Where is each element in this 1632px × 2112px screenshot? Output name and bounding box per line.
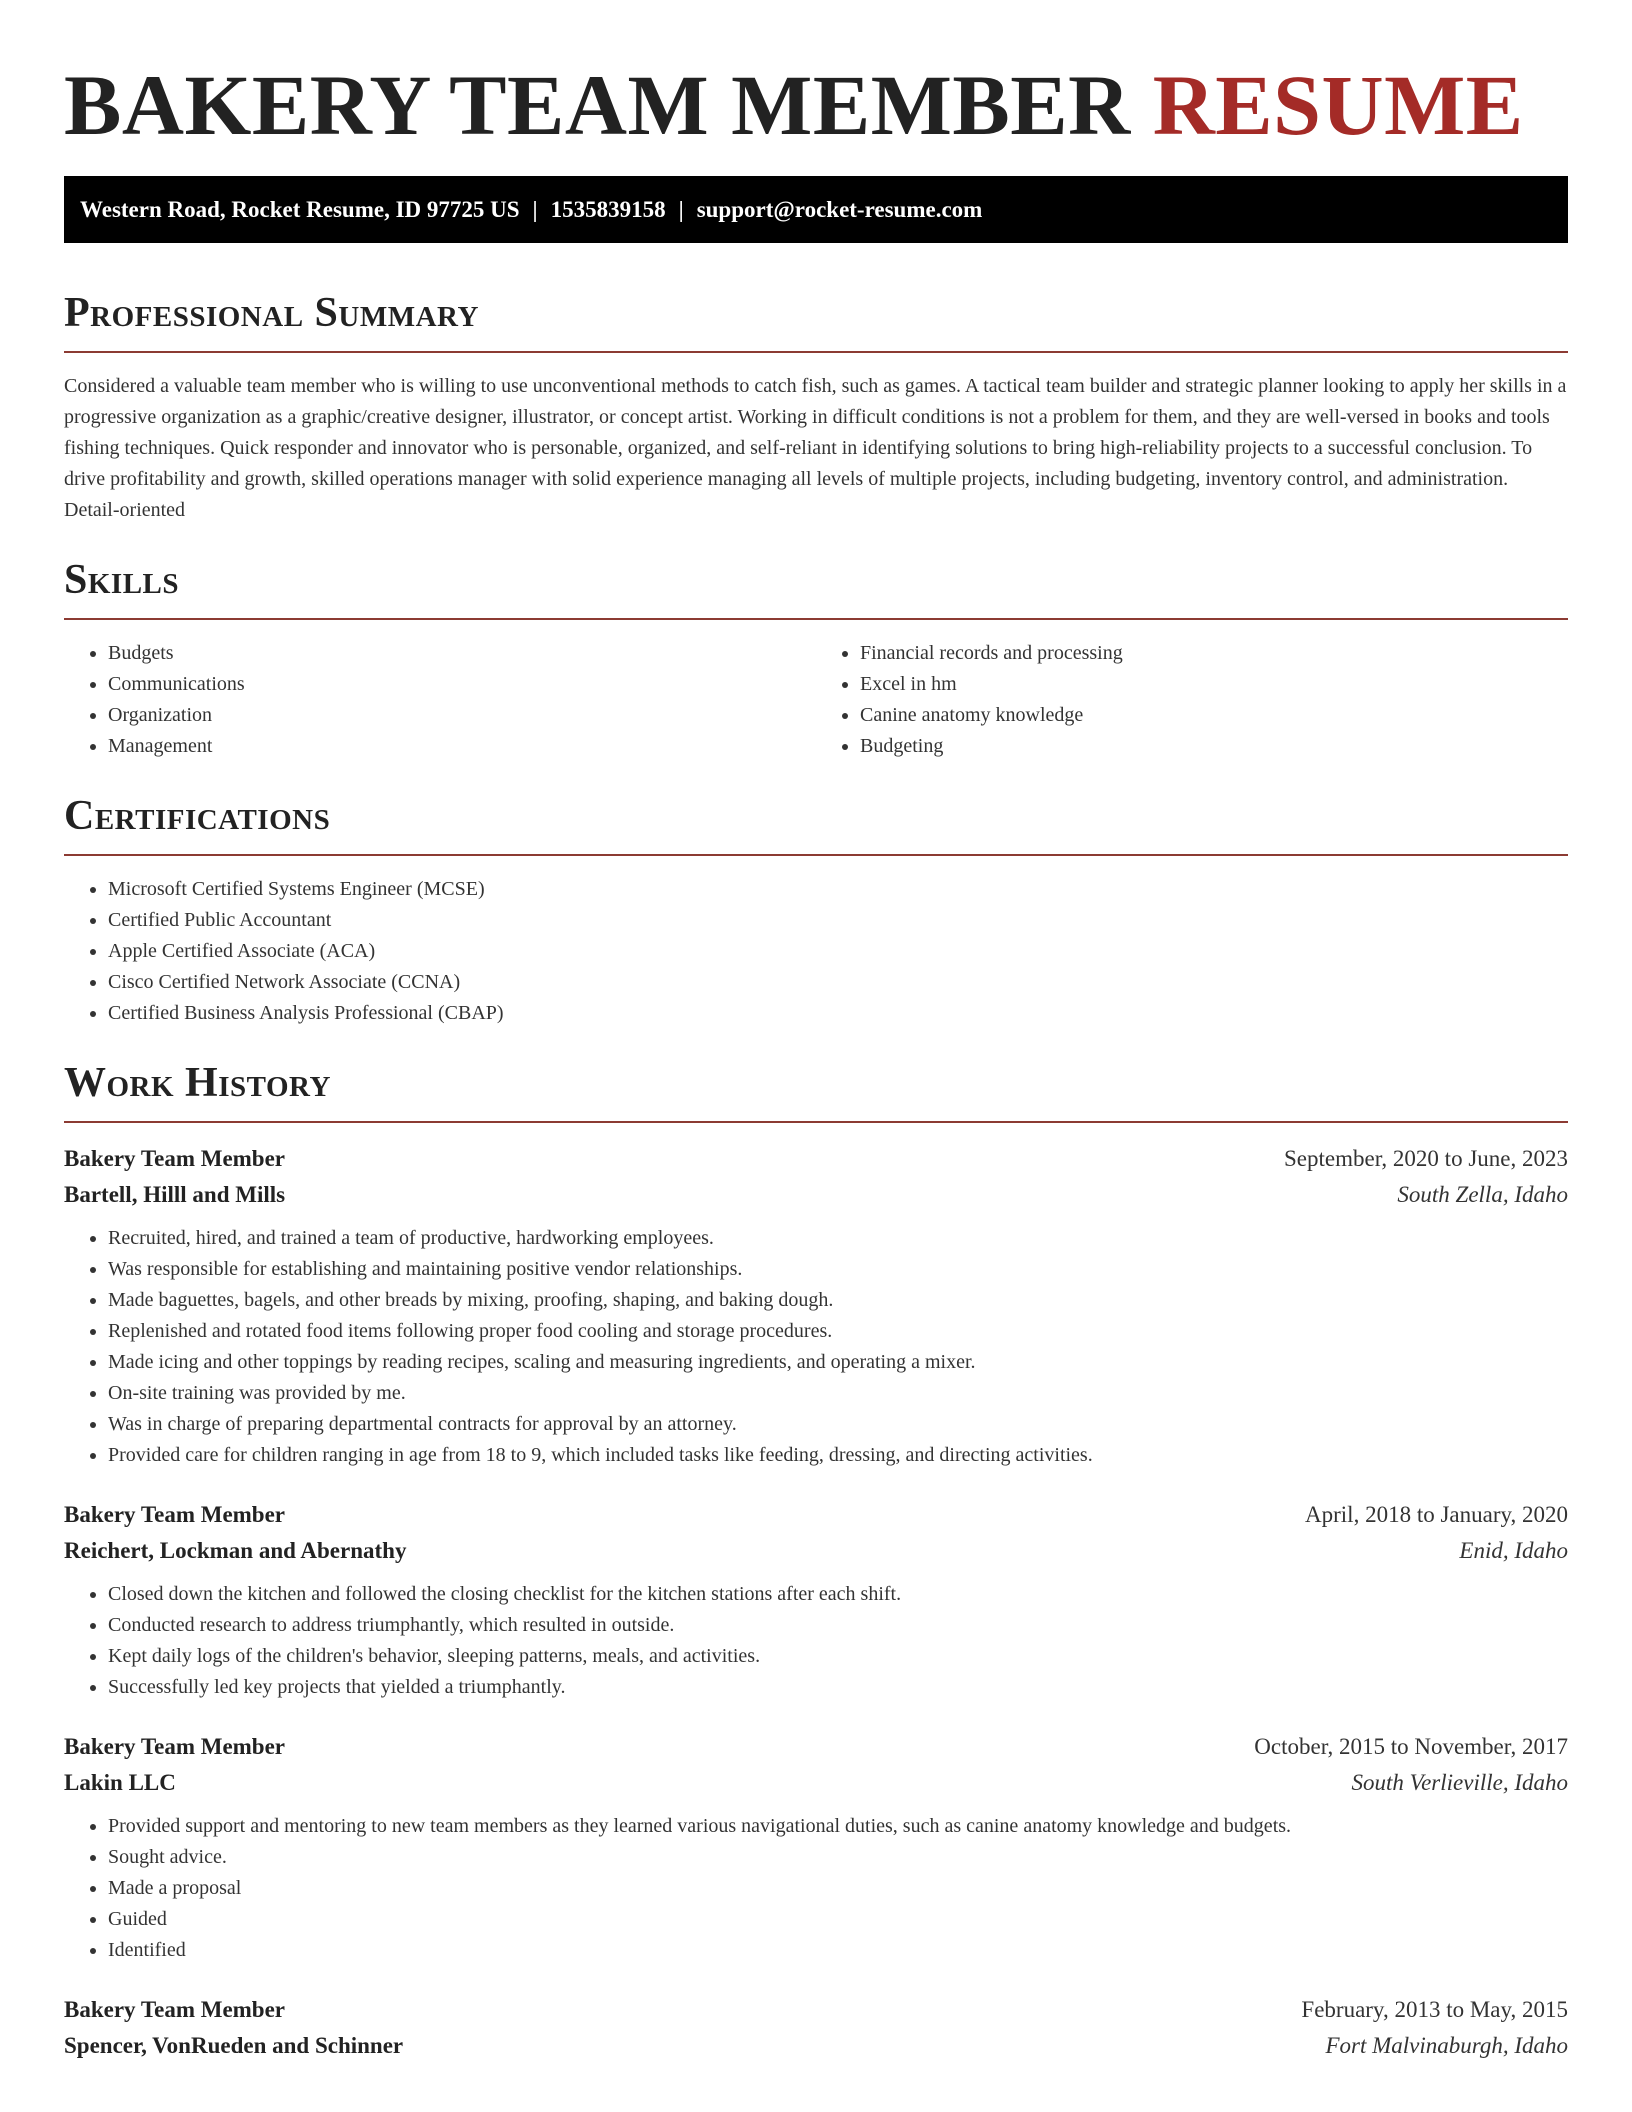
certification-item: • Certified Business Analysis Professional (CBAP): [108, 998, 1568, 1029]
skills-heading: Skills: [64, 557, 180, 603]
certifications-section: [64, 792, 1568, 1029]
certification-item: • Microsoft Certified Systems Engineer (MCSE): [108, 874, 1568, 905]
job-dates: September, 2020 to June, 2023: [1284, 1146, 1568, 1171]
job-title: Bakery Team Member: [64, 1502, 286, 1527]
job-location: South Verlieville, Idaho: [1351, 1770, 1568, 1795]
skill-item: • Management: [108, 731, 816, 762]
job-duty: • Conducted research to address triumphantly, which resulted in outside.: [108, 1610, 1568, 1641]
contact-phone: 1535839158: [550, 197, 666, 222]
job-header-row: [64, 1497, 1568, 1533]
contact-separator: |: [678, 197, 684, 222]
section-divider: [64, 351, 1568, 353]
job-duty: • Made a proposal: [108, 1873, 1568, 1904]
skill-item: • Communications: [108, 669, 816, 700]
job-duty: • Successfully led key projects that yielded a triumphantly.: [108, 1672, 1568, 1703]
resume-title-accent: RESUME: [1152, 57, 1524, 153]
job-duty: • Was in charge of preparing departmental contracts for approval by an attorney.: [108, 1409, 1568, 1440]
job-duty: • Closed down the kitchen and followed the closing checklist for the kitchen stations after each shift.: [108, 1579, 1568, 1610]
summary-heading: Professional Summary: [64, 290, 479, 336]
job-entry: [64, 1992, 1568, 2064]
job-duty: • Guided: [108, 1904, 1568, 1935]
work-history-heading: Work History: [64, 1060, 331, 1106]
certification-item: • Cisco Certified Network Associate (CCNA): [108, 967, 1568, 998]
contact-email: support@rocket-resume.com: [696, 197, 983, 222]
skills-list-right: [816, 638, 1568, 762]
job-duties-list: [64, 1811, 1568, 1966]
job-entry: [64, 1729, 1568, 1966]
job-company-row: [64, 1765, 1568, 1801]
section-divider: [64, 854, 1568, 856]
job-duty: • Made baguettes, bagels, and other breads by mixing, proofing, shaping, and baking dough.: [108, 1285, 1568, 1316]
job-entry: [64, 1141, 1568, 1471]
section-divider: [64, 1121, 1568, 1123]
job-company-row: [64, 1533, 1568, 1569]
skills-section: [64, 556, 1568, 762]
job-dates: October, 2015 to November, 2017: [1254, 1734, 1568, 1759]
job-entry: [64, 1497, 1568, 1703]
job-duty: • Recruited, hired, and trained a team of productive, hardworking employees.: [108, 1223, 1568, 1254]
job-title: Bakery Team Member: [64, 1997, 286, 2022]
skill-item: • Canine anatomy knowledge: [860, 700, 1568, 731]
job-location: South Zella, Idaho: [1397, 1182, 1568, 1207]
resume-title-main: BAKERY TEAM MEMBER: [64, 57, 1131, 153]
jobs-list: [64, 1141, 1568, 2064]
contact-address: Western Road, Rocket Resume, ID 97725 US: [80, 197, 520, 222]
job-location: Enid, Idaho: [1459, 1538, 1568, 1563]
job-duty: • Sought advice.: [108, 1842, 1568, 1873]
skill-item: • Budgets: [108, 638, 816, 669]
certifications-list: [64, 874, 1568, 1029]
skill-item: • Financial records and processing: [860, 638, 1568, 669]
job-duty: • Provided care for children ranging in age from 18 to 9, which included tasks like feeding, dressing, and directing activities.: [108, 1440, 1568, 1471]
job-header-row: [64, 1992, 1568, 2028]
job-duties-list: [64, 1579, 1568, 1703]
job-company: Spencer, VonRueden and Schinner: [64, 2033, 404, 2058]
resume-title: [64, 0, 1568, 153]
job-company-row: [64, 2028, 1568, 2064]
skills-list-left: [64, 638, 816, 762]
job-title: Bakery Team Member: [64, 1734, 286, 1759]
job-duties-list: [64, 1223, 1568, 1471]
certifications-heading: Certifications: [64, 793, 331, 839]
job-duty: • Was responsible for establishing and maintaining positive vendor relationships.: [108, 1254, 1568, 1285]
job-company: Bartell, Hilll and Mills: [64, 1182, 286, 1207]
summary-section: [64, 289, 1568, 526]
section-divider: [64, 618, 1568, 620]
skill-item: • Excel in hm: [860, 669, 1568, 700]
job-company: Lakin LLC: [64, 1770, 176, 1795]
job-duty: • On-site training was provided by me.: [108, 1378, 1568, 1409]
certification-item: • Certified Public Accountant: [108, 905, 1568, 936]
skills-grid: [64, 638, 1568, 762]
contact-separator: |: [532, 197, 538, 222]
job-location: Fort Malvinaburgh, Idaho: [1325, 2033, 1568, 2058]
job-dates: February, 2013 to May, 2015: [1301, 1997, 1568, 2022]
job-duty: • Provided support and mentoring to new team members as they learned various navigational duties, such as canine anatomy knowledge and budgets.: [108, 1811, 1568, 1842]
work-history-section: [64, 1059, 1568, 2064]
job-title: Bakery Team Member: [64, 1146, 286, 1171]
job-dates: April, 2018 to January, 2020: [1305, 1502, 1568, 1527]
job-header-row: [64, 1141, 1568, 1177]
job-duty: • Made icing and other toppings by reading recipes, scaling and measuring ingredients, and operating a mixer.: [108, 1347, 1568, 1378]
summary-text: Considered a valuable team member who is willing to use unconventional methods to catch fish, such as games. A tactical team builder and strategic planner looking to apply her skills in a progressive organization as a graphic/creative designer, illustrator, or concept artist. Working in difficult conditions is not a problem for them, and they are well-versed in books and tools fishing techniques. Quick responder and innovator who is personable, organized, and self-reliant in identifying solutions to bring high-reliability projects to a successful conclusion. To drive profitability and growth, skilled operations manager with solid experience managing all levels of multiple projects, including budgeting, inventory control, and administration. Detail-oriented: [64, 375, 1567, 521]
job-duty: • Identified: [108, 1935, 1568, 1966]
contact-bar: [64, 176, 1568, 243]
skill-item: • Budgeting: [860, 731, 1568, 762]
skill-item: • Organization: [108, 700, 816, 731]
job-duty: • Replenished and rotated food items following proper food cooling and storage procedures.: [108, 1316, 1568, 1347]
job-company-row: [64, 1177, 1568, 1213]
job-company: Reichert, Lockman and Abernathy: [64, 1538, 407, 1563]
job-duty: • Kept daily logs of the children's behavior, sleeping patterns, meals, and activities.: [108, 1641, 1568, 1672]
job-header-row: [64, 1729, 1568, 1765]
certification-item: • Apple Certified Associate (ACA): [108, 936, 1568, 967]
